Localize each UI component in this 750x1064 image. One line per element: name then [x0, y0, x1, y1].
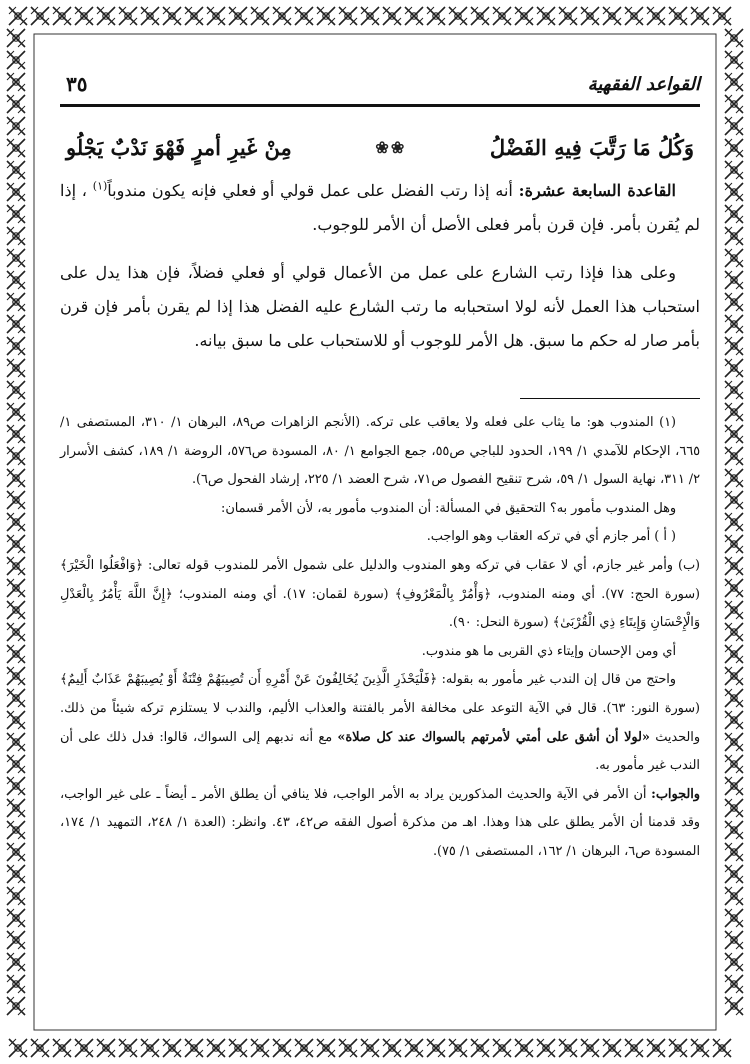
- verse-hemistich-left: مِنْ غَيرِ أمرٍ فَهْوَ نَدْبٌ يَجْلُو: [66, 135, 292, 160]
- page-header: [60, 70, 700, 107]
- hadith-quote: «لولا أن أشق على أمتي لأمرتهم بالسواك عند كل صلاة»: [337, 729, 650, 745]
- page-content: [60, 70, 700, 867]
- verse-line: [66, 135, 694, 160]
- footnote-objection: [60, 666, 700, 780]
- footnote-part-b: (ب) وأمر غير جازم، أي لا عقاب في تركه وهو المندوب والدليل على شمول الأمر للمندوب قوله تعالى: ﴿وَافْعَلُوا الْخَيْرَ﴾ (سورة الحج: ٧٧). أي ومنه المندوب، ﴿وَأْمُرْ بِالْمَعْرُوفِ﴾ (سورة لقمان: ١٧). أي ومنه المندوب؛ ﴿إِنَّ اللَّهَ يَأْمُرُ بِالْعَدْلِ وَالْإِحْسَانِ وَإِيتَاءِ ذِي الْقُرْبَىٰ﴾ (سورة النحل: ٩٠).: [60, 557, 700, 631]
- flower-separator-icon: ❀❀: [375, 138, 407, 157]
- running-title: القواعد الفقهية: [587, 74, 700, 95]
- footnote-part-a: ( أ ) أمر جازم أي في تركه العقاب وهو الواجب.: [426, 529, 676, 545]
- answer-label: والجواب:: [651, 786, 700, 802]
- rule-text-cont: ، إذا لم يُقرن بأمر. فإن قرن بأمر فعلى الأصل أن الأمر للوجوب.: [60, 181, 700, 234]
- rule-paragraph: [60, 174, 700, 242]
- footnote-1: (١) المندوب هو: ما يثاب على فعله ولا يعاقب على تركه. (الأنجم الزاهرات ص٨٩، البرهان ١/ ٣١٠، المستصفى ١/ ٦٦٥، الإحكام للآمدي ١/ ١٩٩، الحدود للباجي ص٥٥، جمع الجوامع ١/ ٨٠، المسودة ص٥٧٦، الروضة ١/ ١٨٩، كشف الأسرار ٢/ ٣١١، نهاية السول ١/ ٥٩، شرح تنقيح الفصول ص٧١، شرح العضد ١/ ٢٢٥، إرشاد الفحول ص٦).: [60, 415, 700, 488]
- answer-text: أن الأمر في الآية والحديث المذكورين يراد به الأمر الواجب، فلا ينافي أن يطلق الأمر ـ أيضاً ـ على غير الواجب، وقد قدمنا أن الأمر يطلق على هذا وهذا. اهـ من مذكرة أصول الفقه ص٤٢، ٤٣. وانظر: (العدة ١/ ٢٤٨، التمهيد ١/ ١٧٤، المسودة ص٦، البرهان ١/ ١٦٢، المستصفى ١/ ٧٥).: [60, 786, 700, 859]
- footnote-question: وهل المندوب مأمور به؟ التحقيق في المسألة: أن المندوب مأمور به، لأن الأمر قسمان:: [221, 500, 676, 516]
- rule-text: أنه إذا رتب الفضل على عمل قولي أو فعلي فإنه يكون مندوباً: [107, 181, 519, 200]
- rule-label: القاعدة السابعة عشرة:: [518, 181, 676, 200]
- verse-hemistich-right: وَكُلُ مَا رَتَّبَ فِيهِ الفَضْلُ: [489, 135, 694, 160]
- page-number: ٣٥: [66, 72, 88, 96]
- objection-text-cont: مع أنه ندبهم إلى السواك، قالوا: فدل ذلك على أن الندب غير مأمور به.: [60, 729, 700, 774]
- body-paragraph: وعلى هذا فإذا رتب الشارع على عمل من الأعمال قولي أو فعلي فضلاً، فإن هذا يدل على استحباب هذا العمل لأنه لولا استحبابه ما رتب الشارع عليه الفضل هذا إذا لم يقرن بأمر فإن قرن بأمر صار له حكم ما سبق. هل الأمر للوجوب أو للاستحباب على ما سبق بيانه.: [60, 263, 700, 350]
- footnote-divider: [520, 398, 700, 399]
- footnote-ref[interactable]: (١): [92, 179, 108, 193]
- footnote-answer: [60, 781, 700, 867]
- objection-text: واحتج من قال إن الندب غير مأمور به بقوله: ﴿فَلْيَحْذَرِ الَّذِينَ يُخَالِفُونَ عَنْ أَمْرِهِ أَن تُصِيبَهُمْ فِتْنَةٌ أَوْ يُصِيبَهُمْ عَذَابٌ أَلِيمٌ﴾ (سورة النور: ٦٣). قال في الآية التوعد على مخالفة الأمر بالفتنة والعذاب الأليم، والندب لا يستلزم تركه شيئاً من ذلك. والحديث: [60, 672, 701, 745]
- footnote-part-c: أي ومن الإحسان وإيتاء ذي القربى ما هو مندوب.: [421, 643, 676, 659]
